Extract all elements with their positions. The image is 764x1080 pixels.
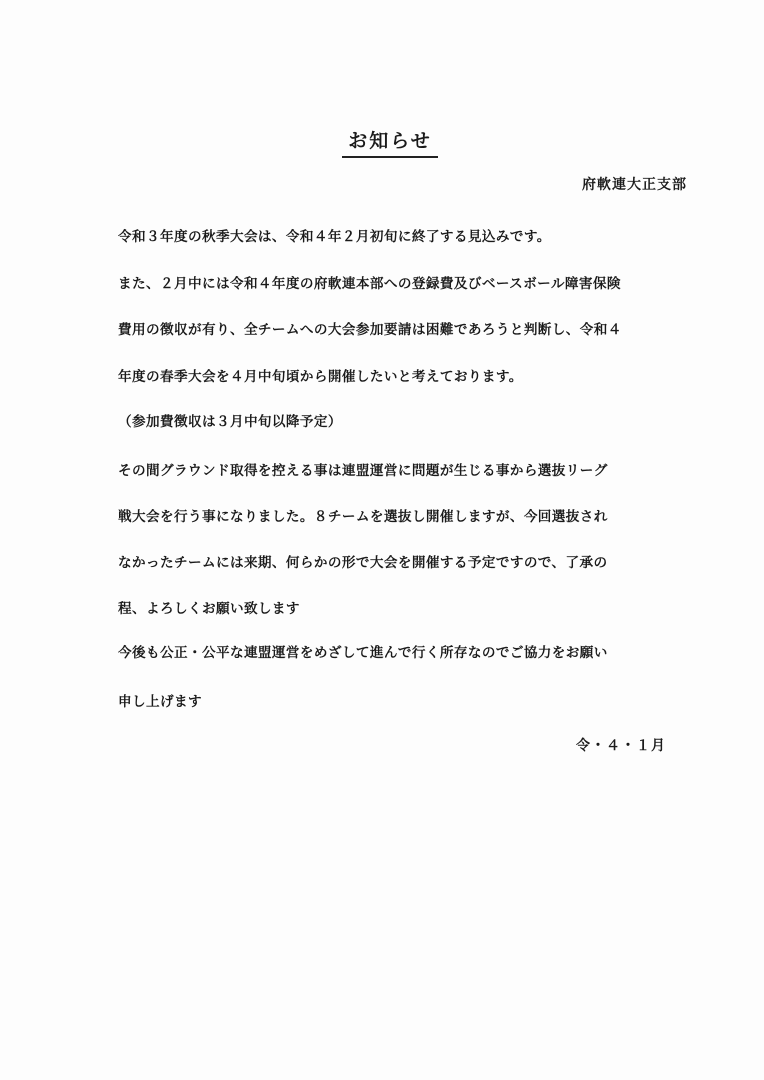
body-line-9: 程、よろしくお願い致します xyxy=(118,601,300,617)
body-line-2: また、２月中には令和４年度の府軟連本部への登録費及びベースボール障害保険 xyxy=(118,276,621,292)
body-line-7: 戦大会を行う事になりました。８チームを選抜し開催しますが、今回選抜され xyxy=(118,509,608,525)
notice-title-wrap xyxy=(0,126,764,158)
body-line-1: 令和３年度の秋季大会は、令和４年２月初旬に終了する見込みです。 xyxy=(118,229,551,245)
body-line-8: なかったチームには来期、何らかの形で大会を開催する予定ですので、了承の xyxy=(118,555,608,571)
body-line-11: 申し上げます xyxy=(118,694,202,710)
notice-date: 令・４・１月 xyxy=(576,738,666,754)
body-line-10: 今後も公正・公平な連盟運営をめざして進んで行く所存なのでご協力をお願い xyxy=(118,645,608,661)
body-line-5: （参加費徴収は３月中旬以降予定） xyxy=(118,414,342,430)
body-line-4: 年度の春季大会を４月中旬頃から開催したいと考えております。 xyxy=(118,369,523,385)
notice-title: お知らせ xyxy=(342,126,437,158)
body-line-6: その間グラウンド取得を控える事は連盟運営に問題が生じる事から選抜リーグ xyxy=(118,463,608,479)
body-line-3: 費用の徴収が有り、全チームへの大会参加要請は困難であろうと判断し、令和４ xyxy=(118,322,622,338)
organization-name: 府軟連大正支部 xyxy=(582,177,687,193)
